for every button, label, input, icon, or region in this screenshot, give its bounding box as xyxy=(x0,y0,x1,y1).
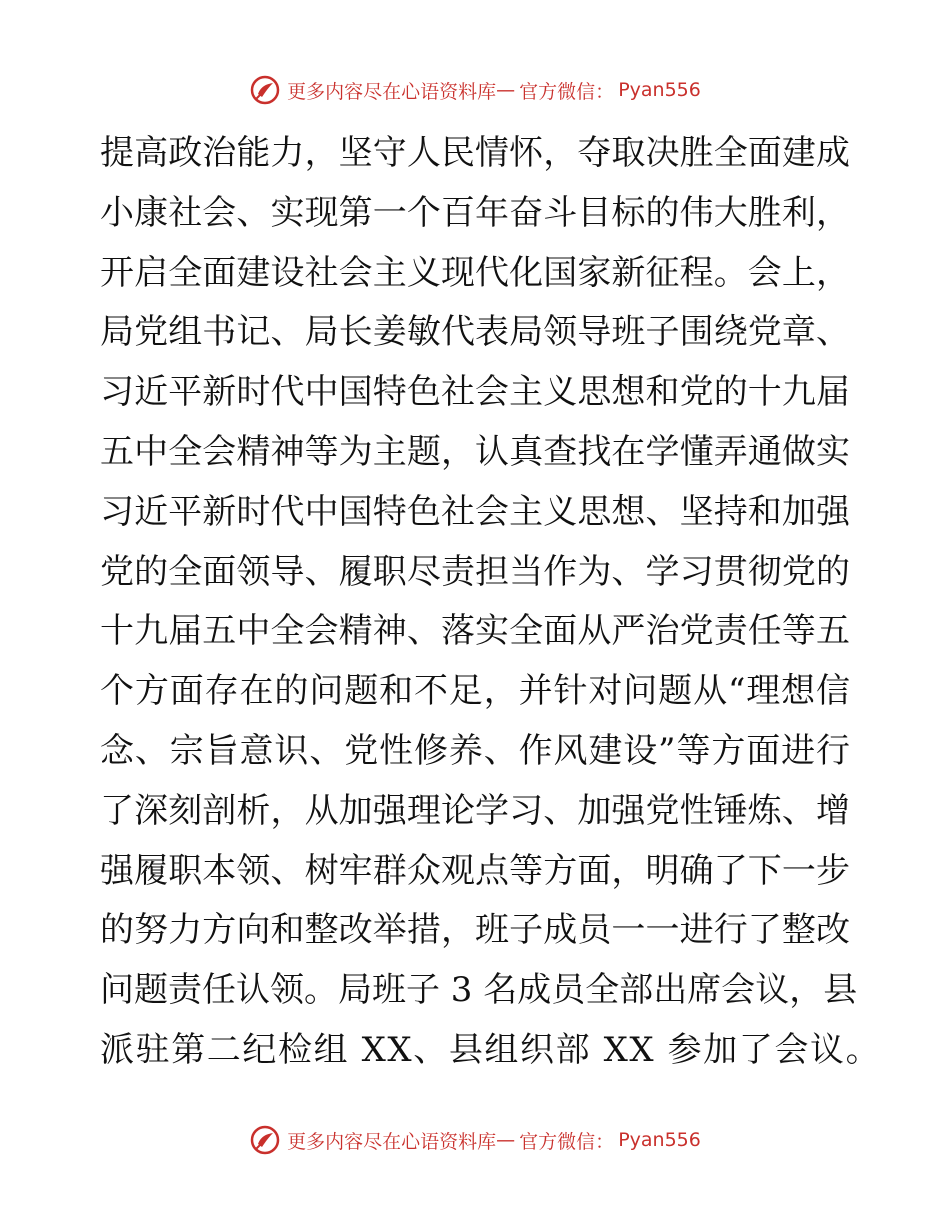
paragraph-line: 个方面存在的问题和不足，并针对问题从“理想信 xyxy=(100,671,850,712)
banner-wechat-label: 官方微信： xyxy=(519,1130,615,1153)
paragraph-line: 问题责任认领。局班子 3 名成员全部出席会议，县 xyxy=(100,970,858,1011)
header-banner xyxy=(0,70,950,110)
seal-logo-icon xyxy=(249,1124,281,1156)
paragraph-line: 的努力方向和整改举措，班子成员一一进行了整改 xyxy=(100,910,850,951)
banner-wechat-id: Pyan556 xyxy=(618,1129,701,1151)
paragraph-line: 小康社会、实现第一个百年奋斗目标的伟大胜利， xyxy=(100,192,850,233)
body-paragraph xyxy=(100,124,882,1081)
banner-text: 更多内容尽在心语资料库 xyxy=(287,80,497,103)
paragraph-line: 开启全面建设社会主义现代化国家新征程。会上， xyxy=(100,252,850,293)
paragraph-line: 提高政治能力，坚守人民情怀，夺取决胜全面建成 xyxy=(100,133,850,173)
paragraph-line: 了深刻剖析，从加强理论学习、加强党性锤炼、增 xyxy=(100,790,850,831)
paragraph-line: 五中全会精神等为主题，认真查找在学懂弄通做实 xyxy=(100,431,850,472)
paragraph-line: 习近平新时代中国特色社会主义思想和党的十九届 xyxy=(100,372,850,413)
seal-logo-icon xyxy=(249,74,281,106)
footer-banner xyxy=(0,1120,950,1160)
paragraph-line: 强履职本领、树牢群众观点等方面，明确了下一步 xyxy=(100,850,850,891)
paragraph-line: 习近平新时代中国特色社会主义思想、坚持和加强 xyxy=(100,491,850,532)
paragraph-line: 念、宗旨意识、党性修养、作风建设”等方面进行 xyxy=(100,730,850,771)
paragraph-line-last: 派驻第二纪检组 XX、县组织部 XX 参加了会议。 xyxy=(100,1029,882,1070)
paragraph-line: 党的全面领导、履职尽责担当作为、学习贯彻党的 xyxy=(100,551,850,592)
banner-wechat-label: 官方微信： xyxy=(519,80,615,103)
banner-text: 更多内容尽在心语资料库 xyxy=(287,1130,497,1153)
paragraph-line: 十九届五中全会精神、落实全面从严治党责任等五 xyxy=(100,611,850,652)
banner-wechat-id: Pyan556 xyxy=(618,79,701,101)
banner-separator: — xyxy=(496,1129,516,1151)
paragraph-line: 局党组书记、局长姜敏代表局领导班子围绕党章、 xyxy=(100,312,850,353)
banner-separator: — xyxy=(496,79,516,101)
